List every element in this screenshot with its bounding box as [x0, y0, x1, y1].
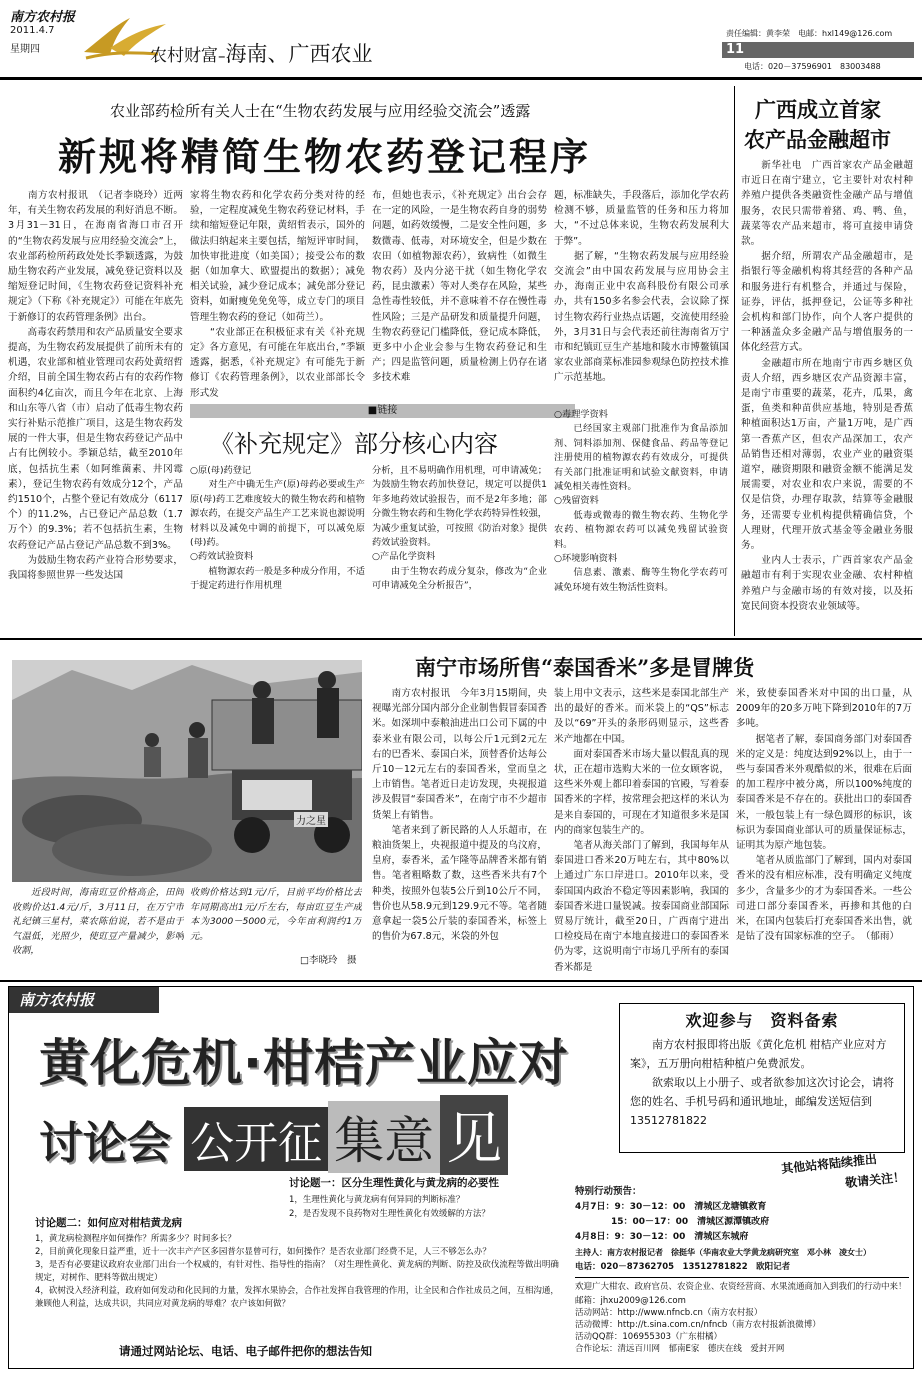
phone-info: 电话：020－37596901 83003488	[744, 62, 881, 71]
issue-date: 2011.4.7	[10, 25, 55, 36]
lead-column-1: 南方农村报讯 （记者李晓玲）近两年，有关生物农药发展的利好消息不断。3月31－31日，在海南省海口市召开的“生物农药发展与应用经验交流会”上，农业部药检所药政处处长季颖透露，为鼓励生物农药产业发展，减免登记资料以及缩短登记时间，《生物农药登记资料补充规定》（下称《补充规定》）可能在年底先于新修订的农药管理条例》出台。 高毒农药禁用和农产品质量安全要求提高，为生物农药发展提供了前所未有的机遇，农业部和植业管理司农药处黄绍哲介绍，目前全国生物农药占有的农药作物面积约4亿亩次，而且今年在北京、上海和山东等八省（市）启动了低毒生物农药实行补贴示范推广项目，这是生物农药发展的一件大事，但是生物农药登记产品中占有比例较小。季颖总结，截至2010年底，包括抗生素（如阿维菌素、井冈霉素），登记生物农药有效成分12个，产品约1510个，占整个登记有效成分（6117个）的11.2%，占已登记产品总数（1.7万个）的9.3%；若不包括抗生素，生物农药登记产品占登记产品总数不到3%。 为鼓励生物农药产业符合形势要求，我国将参照世界一些发达国	[8, 190, 183, 582]
side-story-text: 新华社电 广西首家农产品金融超市近日在南宁建立，它主要针对农村种养殖户提供各类融资性金融产品与增值服务，农民只需带着猪、鸡、鸭、鱼，蔬菜等农产品来超市，将可直接申请贷款。 据介绍，所谓农产品金融超市，是指银行等金融机构将其经营的各种产品和服务进行有机整合，并通过与保险，证券，评估，抵押登记，公证等多种社会机构和部门协作，向个人客户提供的一种涵盖众多金融产品与增值服务的一体化经营方式。 金融超市所在地南宁市西乡塘区负责人介绍，西乡塘区农产品资源丰富，是南宁市重要的蔬菜，花卉，瓜果，禽蛋，鱼类和种苗供应基地，特别是香蕉种植面积达1万亩，产量1万吨，是广西第一香蕉产区，但农产品深加工，农产品销售还相对薄弱，农业产业的融资渠道窄，融资期限和融资金额不能满足发展需要，对农业和农户来说，需要的不仅是信贷，办理存取款，结算等金融服务，还需要专业机构提供精确信贷，个人理财，代理开放式基金等金融业务服务。 业内人士表示，广西首家农产品金融超市有利于实现农业金融、农村种植养殖户与金融市场的有效对接，以及拓宽民间资本投资农业领域等。	[741, 160, 913, 612]
rice-headline: 南宁市场所售“泰国香米”多是冒牌货	[415, 655, 755, 680]
ad-title-opinion: 见	[440, 1095, 508, 1175]
schedule-row-2: 15：00－17：00 清城区源潭镇改府	[575, 1217, 770, 1227]
topic-1-item-1: 1，生理性黄化与黄龙病有何异同的判断标准？	[289, 1195, 465, 1205]
ad-title-line-2	[39, 1095, 508, 1175]
ad-title-open: 公开征	[184, 1107, 328, 1171]
schedule-row-1: 4月7日：9：30－12：00 清城区龙塘镇救育	[575, 1202, 767, 1212]
vehicle-badge: 力之星	[294, 812, 328, 827]
side-title-line-2: 农产品金融超市	[744, 127, 891, 152]
side-title-line-1: 广西成立首家	[755, 97, 881, 122]
lead-column-4: 题，标准缺失，手段落后，添加化学农药检测不够，质量监管的任务和压力将加大，“不过总体来说，生物农药发展利大于弊”。 据了解，“生物农药发展与应用经验交流会”由中国农药发展与应用协会主办，海南正业中农高科股份有限公司承办，共有150多名参会代表，会议除了探讨生物农药行业热点话题，交流使用经验外，3月31日与会代表还前往海南省万宁市和纪镇豇豆生产基地和陵水市博鳌镇国家农业部商菜标准园参观绿色防控技术推广示范基地。	[554, 190, 729, 384]
ad-title-line-1: 黄化危机·柑桔产业应对	[39, 1034, 569, 1092]
lead-headline: 新规将精简生物农药登记程序	[58, 134, 592, 179]
side-divider	[734, 86, 735, 636]
welcome-text: 南方农村报即将出版《黄化危机 柑桔产业应对方案》，五万册向柑桔种植户免费派发。 欲索取以上小册子、或者欲参加这次讨论会，请将您的姓名、手机号码和通讯地址，邮编发送短信到 13512781822	[630, 1038, 894, 1127]
slogan-line-2: 敬请关注！	[844, 1169, 906, 1191]
qq-line: 活动QQ群：106955303（广东柑橘）	[575, 1332, 723, 1342]
weibo-line[interactable]: 活动微博：http://t.sina.com.cn/nfncb（南方农村报新浪微博）	[575, 1320, 821, 1330]
link-box-column-3: ○毒理学资料 已经国家主观部门批准作为食品添加剂、饲料添加剂、保健食品、药品等登记注册使用的植物源农药有效成分，可提供有关部门批准证明和试验文献资料，申请减免相关毒性资料。 ○残留资料 低毒或微毒的微生物农药、生物化学农药、植物源农药可以减免残留试验资料。 ○环境影响资料 信息素、激素、酶等生物化学农药可减免环境有效生物活性资料。	[554, 409, 728, 593]
topic-1-title: 讨论题一：区分生理性黄化与黄龙病的必要性	[289, 1177, 499, 1189]
schedule-title: 特别行动预告：	[575, 1186, 642, 1197]
schedule-block	[575, 1183, 909, 1272]
masthead-rule	[0, 77, 922, 80]
ad-top-rule	[0, 980, 922, 982]
rice-column-3: 米，致使泰国香米对中国的出口量，从2009年的20多万吨下降到2010年的7万多吨。 据笔者了解，泰国商务部门对泰国香米的定义是：纯度达到92%以上，由于一些与泰国香米外观酷似的米，很难在后面的加工程序中被分离，所以100%纯度的泰国香米是不存在的。获批出口的泰国香米，一般包装上有一绿色圆形的标识，该标识为泰国商业部认可的质量保证标志，证明其为原产地包装。 笔者从质监部门了解到，国内对泰国香米的没有相应标准，没有明确定义纯度多少，含量多少的才为泰国香米。一些公司进口部分泰国香米，再掺和其他的白米，在国内包装后打充泰国香米出售，就是钻了没有国家标准的空子。 （郁雨）	[736, 688, 912, 943]
lead-column-3: 布，但她也表示，《补充规定》出台会存在一定的风险，一是生物农药自身的弱势问题，如药效缓慢，二是安全性问题，多数微毒、低毒，对环境安全，但是少数在农田（如植物源农药），致病性（如微生物农药）及内分泌干扰（如生物化学农药，昆虫激素）等对人类存在风险，某些急性毒性较低，并不意味着不存在慢性毒性风险；三是产品研发和质量提升问题，生物农药登记门槛降低，登记成本降低，更多中小企业会参与生物农药登记和生产；四是监管问题，质量检测上仍存在诸多技术难	[372, 190, 547, 384]
topic-2-item-3: 3，是否有必要建议政府农业部门出台一个权威的，有针对性、指导性的指南？（对生理性黄化、黄龙病的判断、防控及砍伐流程等做出明确规定，对树作、肥料等做出规定）	[35, 1260, 559, 1283]
farm-photo-drawing	[12, 660, 362, 882]
section-title	[150, 38, 373, 68]
weekday: 星期四	[10, 44, 40, 55]
ad-title-collect: 集意	[328, 1101, 440, 1173]
section-subtitle: 海南、广西农业	[225, 42, 373, 66]
rice-column-1: 南方农村报讯 今年3月15期间，央视曝光部分国内部分企业制售假冒泰国香米。如深圳中泰粮油进出口公司下属的中泰米业有限公司，以每公斤1元到2元左右的巴香米、泰国白米，顶替香价达每公斤10－12元左右的泰国香米，堂而皇之上市销售。笔者近日走访发现，央视报道涉及假冒“泰国香米”，在南宁市不少超市货架上有销售。 笔者来到了新民路的人人乐超市，在粮油货架上，央视报道中提及的乌汶府，皇府，泰香米，孟乍隆等品牌香米都有销售。笔者粗略数了数，这些香米共有7个种类，按照外包装5公斤到10公斤不同，售价也从58.9元到129.9元不等。笔者随意拿起一袋5公斤装的泰国香米，标签上的售价为67.8元，米袋的外包	[372, 688, 547, 943]
section-dash: –	[218, 47, 226, 65]
page-number-bar: 11	[722, 42, 914, 58]
link-box-tag: ■链接	[190, 404, 575, 418]
photo-caption-1: 近段时间，海南豇豆价格高企，田间收购价达1.4元/斤，3月11日，在万宁市礼纪镇三星村，菜农陈伯说，若不是由于气温低，光照少，使豇豆产量减少，影响收割，	[12, 887, 184, 957]
invite-text: 欢迎广大柑农、政府官员、农资企业、农资经营商、水果流通商加入到我们的行动中来！	[575, 1282, 907, 1292]
mid-rule	[0, 638, 922, 640]
link-box-column-1: ○原(母)药登记 对生产中确无生产(原)母药必要或生产原(母)药工艺难度较大的微生物农药和植物源农药，在提交产品生产工艺来说也源说明材料以及减免中调的前提下，可以减免原(母)药。 ○药效试验资料 植物源农药一般是多种成分作用，不适于提定药进行作用机理	[190, 465, 365, 592]
ad-logo: 南方农村报	[9, 987, 159, 1013]
slogan-line-1: 其他站将陆续推出	[780, 1152, 878, 1176]
rice-column-2: 装上用中文表示，这些米是泰国北部生产出的最好的香米。而米袋上的“QS”标志及以“69”开头的条形码则显示，这些香米产地都在中国。 面对泰国香米市场大量以假乱真的现状，正在超市选购大米的一位女顾客说，这些米外观上都印着泰国的官殿，写着泰国香米的字样，按常理会把这样的米认为是来自泰国的，可现在才知道很多米是国内的商家包装生产的。 笔者从海关部门了解到，我国每年从泰国进口香米20万吨左右，其中80%以上通过广东口岸进口。2010年以来，受泰国国内政治不稳定等因素影响，我国的泰国香米进口量锐减。按泰国商业部国际贸易厅统计，截至20日，广西南宁进出口检疫局在南宁本地直接进口的泰国香米仍为零，这说明南宁市场几乎所有的泰国香米都是	[554, 688, 729, 973]
farm-photo	[12, 660, 362, 882]
lead-column-2: 家将生物农药和化学农药分类对待的经验，一定程度减免生物农药登记材料，手续和缩短登记年限，黄绍哲表示，国外的做法归纳起来主要包括，缩短评审时间，加快审批进度（如美国）；接受公布的数据（如加拿大、欧盟提出的数据）；减免相关试验，减少登记成本；减免部分登记资料，如耐瘦免免免等，成立专门的项目管理生物农药的登记（如荷兰）。 “农业部正在积极征求有关《补充规定》各方意见，有可能在年底出台，”季颖透露，据悉，《补充规定》有可能先于新修订《农药管理条例》，以农业部部长令形式发	[190, 190, 365, 398]
link-box-title: 《补充规定》部分核心内容	[210, 430, 498, 458]
topic-2-item-2: 2，目前黄化现象日益严重，近十一次丰产产区多园普尔显曾可行，如何操作？是否农业部门经费不足，人三不够怎么办？	[35, 1247, 491, 1257]
newspaper-logo: 南方农村报	[10, 10, 76, 25]
email-line[interactable]: 邮箱：jhxu2009@126.com	[575, 1296, 686, 1306]
topic-1	[289, 1175, 569, 1219]
event-advert	[8, 986, 914, 1369]
phone-line: 电话：020－87362705 13512781822 欧阳记者	[575, 1262, 791, 1272]
topic-2	[35, 1215, 563, 1311]
website-line[interactable]: 活动网站：http://www.nfncb.cn（南方农村报）	[575, 1308, 763, 1318]
ad-title-discussion: 讨论会	[39, 1118, 171, 1169]
section-name: 农村财富	[150, 46, 218, 66]
editor-info: 责任编辑：黄李荣 电邮：hxl149@126.com	[726, 29, 893, 38]
welcome-title: 欢迎参与 资料备索	[685, 1011, 839, 1030]
photo-credit: □李晓玲 摄	[300, 955, 357, 966]
partners-line: 合作论坛：清远百川网 郁南E家 德庆在线 爱封开网	[575, 1344, 785, 1354]
link-box-column-2: 分析，且不易明确作用机理，可申请减免；为鼓励生物农药加快登记，规定可以提供1年多地药效试验报告，而不是2年多地；部分微生物农药和生物化学农药特异性较强，为减少重复试验，可按照《防治对象》提供药效试验资料。 ○产品化学资料 由于生物农药成分复杂，修改为“企业可申请减免全分析报告”，	[372, 465, 547, 592]
link-box	[190, 404, 728, 616]
topic-2-item-4: 4，砍树没入经济利益，政府如何发动和化民间的力量，发挥水果协会，合作社发挥自我管理的作用，让全民和合作社成员之间，互相沟通，兼顾他人利益，达成共识，共同应对黄龙病的辱难？农户该如何做？	[35, 1286, 559, 1309]
masthead	[0, 0, 922, 82]
schedule-row-3: 4月8日：9：30－12：00 清城区东城府	[575, 1232, 749, 1242]
photo-caption-2: 收购价格达到1元/斤，目前平均价格比去年同期高出1元/斤左右，每亩豇豆生产成本为3000－5000元，今年亩利润约1万元。	[190, 887, 362, 942]
topic-1-item-2: 2，是否发现不良药物对生理性黄化有效缓解的方法？	[289, 1209, 490, 1219]
ad-bottom-line: 请通过网站论坛、电话、电子邮件把你的想法告知	[119, 1344, 372, 1358]
topic-2-item-1: 1，黄龙病检测程序如何操作？所需多少？时间多长？	[35, 1234, 236, 1244]
contact-box	[575, 1277, 909, 1365]
welcome-box	[619, 1003, 905, 1153]
host-info: 主持人：南方农村报记者 徐挺华（华南农业大学黄龙病研究室 邓小林 凌女士）	[575, 1248, 871, 1257]
topic-2-title: 讨论题二：如何应对柑桔黄龙病	[35, 1217, 182, 1229]
lead-kicker: 农业部药检所有关人士在“生物农药发展与应用经验交流会”透露	[110, 102, 531, 120]
